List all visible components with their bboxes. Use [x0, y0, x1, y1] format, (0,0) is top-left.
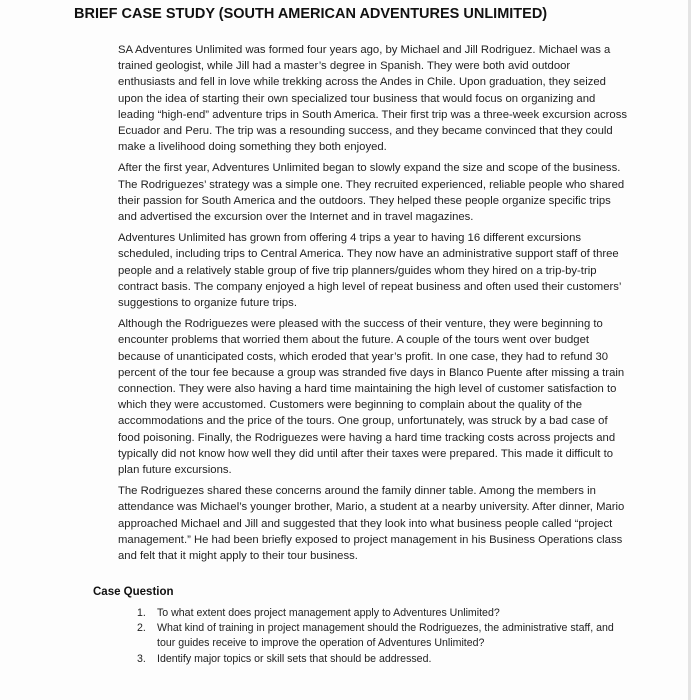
paragraph-expansion: After the first year, Adventures Unlimited began to slowly expand the size and scope of the business. The Rodriguezes’ strategy was a simple one. They recruited experienced, reliable people who shared their passion for South America and the outdoors. They helped these people organize specific trips and advertised the excursion over the Internet and in travel magazines.: [118, 162, 625, 224]
question-text: Identify major topics or skill sets that should be addressed.: [157, 652, 432, 665]
question-item: [132, 621, 628, 651]
question-number: 2.: [137, 622, 146, 635]
question-item: [132, 606, 628, 621]
paragraph-growth: Adventures Unlimited has grown from offering 4 trips a year to having 16 different excursions scheduled, including trips to Central America. They now have an administrative support staff of three people and a relatively stable group of five trip planners/guides whom they hired on a trip-by-trip contract basis. The company enjoyed a high level of repeat business and often used their customers’ suggestions to organize future trips.: [118, 232, 622, 310]
document-title: BRIEF CASE STUDY (SOUTH AMERICAN ADVENTURES UNLIMITED): [74, 6, 548, 22]
paragraph-project-management: The Rodriguezes shared these concerns around the family dinner table. Among the members in attendance was Michael’s younger brother, Mario, a student at a nearby university. After dinner, Mario approached Michael and Jill and suggested that they look into what business people called “project management.” He had been briefly exposed to project management in his Business Operations class and felt that it might apply to their tour business.: [118, 485, 625, 563]
paragraph-company-origin: SA Adventures Unlimited was formed four years ago, by Michael and Jill Rodriguez. Michael was a trained geologist, while Jill had a master’s degree in Spanish. They were both avid outdoor enthusiasts and fell in love while trekking across the Andes in Chile. Upon graduation, they seized upon the idea of starting their own specialized tour business that would focus on organizing and leading “high-end” adventure trips in South America. Their first trip was a three-week excursion across Ecuador and Peru. The trip was a resounding success, and they became convinced that they could make a livelihood doing something they both enjoyed.: [118, 44, 628, 154]
question-list: [132, 606, 628, 667]
paragraph-problems: Although the Rodriguezes were pleased with the success of their venture, they were beginning to encounter problems that worried them about the future. A couple of the tours went over budget because of unanticipated costs, which eroded that year’s profit. In one case, they had to refund 30 percent of the tour fee because a group was stranded five days in Blanco Puente after missing a train connection. They were also having a hard time maintaining the high level of customer satisfaction to which they were accustomed. Customers were beginning to complain about the quality of the accommodations and the price of the tours. One group, unfortunately, was struck by a bad case of food poisoning. Finally, the Rodriguezes were having a hard time tracking costs across projects and typically did not know how well they did until after their taxes were prepared. This made it difficult to plan future excursions.: [118, 318, 625, 477]
case-question-heading: Case Question: [93, 586, 174, 598]
question-number: 1.: [137, 607, 146, 619]
question-text: To what extent does project management apply to Adventures Unlimited?: [157, 607, 500, 619]
question-item: [132, 652, 628, 667]
question-number: 3.: [137, 652, 146, 665]
question-text: What kind of training in project management should the Rodriguezes, the administrative staff, and tour guides receive to improve the operation of Adventures Unlimited?: [157, 622, 614, 650]
case-study-body: [118, 42, 628, 569]
